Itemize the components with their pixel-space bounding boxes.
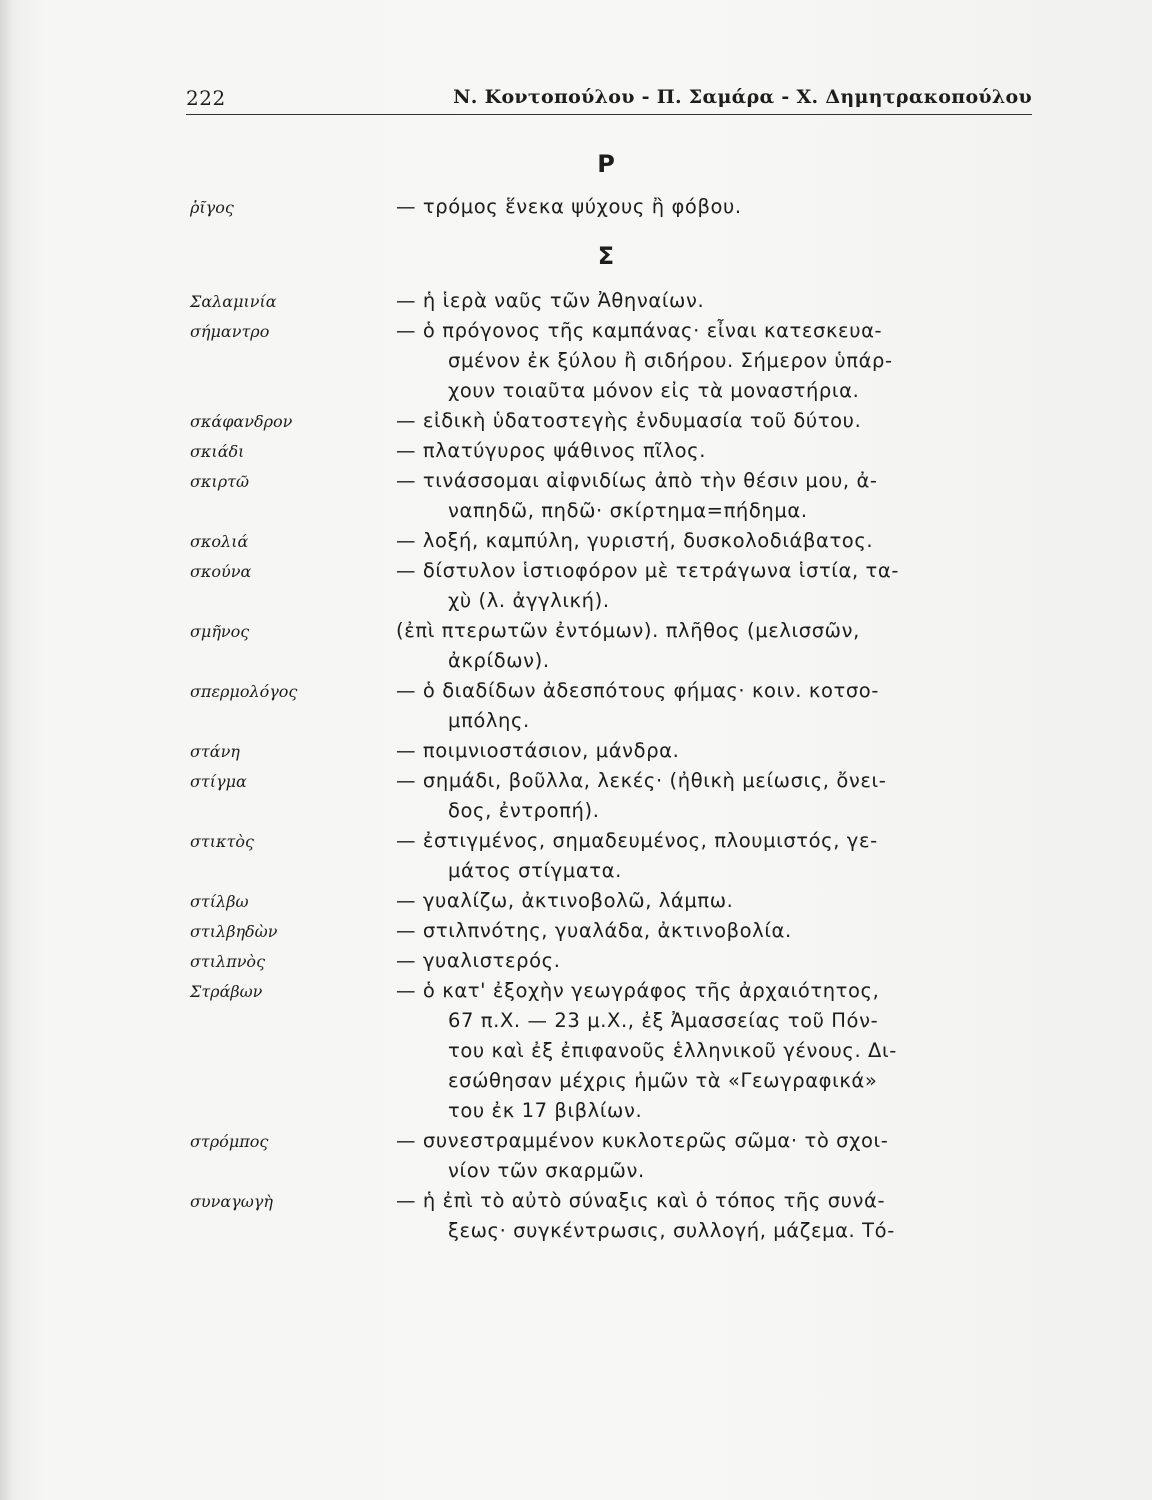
binding-shadow xyxy=(0,0,14,1500)
definition-line: — ὁ κατ' ἐξοχὴν γεωγράφος τῆς ἀρχαιότητος, xyxy=(396,979,880,1002)
dictionary-entry xyxy=(186,286,1046,316)
definition-line: — λοξή, καμπύλη, γυριστή, δυσκολοδιάβατος. xyxy=(396,529,874,552)
entries-sigma xyxy=(186,286,1046,1246)
dictionary-entry xyxy=(186,436,1046,466)
entry-definition xyxy=(396,886,1046,916)
definition-line: σμένον ἐκ ξύλου ἢ σιδήρου. Σήμερον ὑπάρ- xyxy=(448,349,893,372)
dictionary-entry xyxy=(186,466,1046,526)
definition-line: — ἐστιγμένος, σημαδευμένος, πλουμιστός, γε- xyxy=(396,829,878,852)
dictionary-entry xyxy=(186,526,1046,556)
definition-line: 67 π.Χ. — 23 μ.Χ., ἐξ Ἀμασσείας τοῦ Πόν- xyxy=(448,1009,879,1032)
dictionary-entry xyxy=(186,976,1046,1126)
entry-term: στιλπνὸς xyxy=(190,952,266,971)
entry-definition xyxy=(396,976,1046,1126)
section-letter-sigma: Σ xyxy=(597,242,615,270)
dictionary-entry xyxy=(186,192,1046,222)
entry-term: ῥῖγος xyxy=(190,198,234,217)
entry-term: στικτὸς xyxy=(190,832,254,851)
dictionary-entry xyxy=(186,736,1046,766)
definition-line: ξεως· συγκέντρωσις, συλλογή, μάζεμα. Τό- xyxy=(448,1219,895,1242)
definition-line: νίον τῶν σκαρμῶν. xyxy=(448,1159,645,1182)
definition-line: εσώθησαν μέχρις ἡμῶν τὰ «Γεωγραφικά» xyxy=(448,1069,878,1092)
entry-term: σκάφανδρον xyxy=(190,412,293,431)
definition-line: — ὁ πρόγονος τῆς καμπάνας· εἶναι κατεσκευα- xyxy=(396,319,883,342)
entry-term: σήμαντρο xyxy=(190,322,270,341)
entry-definition xyxy=(396,616,1046,676)
definition-line: — τινάσσομαι αἰφνιδίως ἀπὸ τὴν θέσιν μου, ἀ- xyxy=(396,469,878,492)
entry-term: σμῆνος xyxy=(190,622,250,641)
definition-line: — ἡ ἱερὰ ναῦς τῶν Ἀθηναίων. xyxy=(396,289,705,312)
definition-line: — δίστυλον ἱστιοφόρον μὲ τετράγωνα ἱστία, τα- xyxy=(396,559,899,582)
definition-line: του καὶ ἐξ ἐπιφανοῦς ἑλληνικοῦ γένους. Δι- xyxy=(448,1039,897,1062)
dictionary-entry xyxy=(186,946,1046,976)
definition-line: — γυαλιστερός. xyxy=(396,949,561,972)
entry-definition xyxy=(396,316,1046,406)
definition-line: — ὁ διαδίδων ἀδεσπότους φήμας· κοιν. κοτσο- xyxy=(396,679,879,702)
entry-term: Σαλαμινία xyxy=(190,292,277,311)
definition-line: — εἰδικὴ ὑδατοστεγὴς ἐνδυμασία τοῦ δύτου. xyxy=(396,409,862,432)
section-letter-rho: Ρ xyxy=(597,150,615,178)
entry-definition xyxy=(396,826,1046,886)
entry-term: σκιρτῶ xyxy=(190,472,249,491)
entry-term: σκούνα xyxy=(190,562,252,581)
definition-line: χὺ (λ. ἀγγλική). xyxy=(448,589,610,612)
entry-term: στάνη xyxy=(190,742,240,761)
dictionary-entry xyxy=(186,616,1046,676)
entry-term: σκιάδι xyxy=(190,442,245,461)
definition-line: δος, ἐντροπή). xyxy=(448,799,600,822)
entry-term: στρόμπος xyxy=(190,1132,269,1151)
dictionary-entry xyxy=(186,916,1046,946)
definition-line: ναπηδῶ, πηδῶ· σκίρτημα=πήδημα. xyxy=(448,499,808,522)
definition-line: (ἐπὶ πτερωτῶν ἐντόμων). πλῆθος (μελισσῶν, xyxy=(396,619,860,642)
definition-line: — γυαλίζω, ἀκτινοβολῶ, λάμπω. xyxy=(396,889,734,912)
entries-rho xyxy=(186,192,1046,222)
dictionary-entry xyxy=(186,316,1046,406)
dictionary-entry xyxy=(186,1186,1046,1246)
definition-line: του ἐκ 17 βιβλίων. xyxy=(448,1099,643,1122)
entry-definition xyxy=(396,766,1046,826)
definition-line: μάτος στίγματα. xyxy=(448,859,622,882)
entry-term: στίγμα xyxy=(190,772,247,791)
dictionary-entry xyxy=(186,556,1046,616)
entry-definition xyxy=(396,1126,1046,1186)
entry-definition xyxy=(396,1186,1046,1246)
entry-definition xyxy=(396,676,1046,736)
dictionary-entry xyxy=(186,826,1046,886)
entry-definition xyxy=(396,556,1046,616)
entry-term: Στράβων xyxy=(190,982,263,1001)
entry-definition xyxy=(396,466,1046,526)
entry-definition xyxy=(396,916,1046,946)
dictionary-entry xyxy=(186,676,1046,736)
definition-line: — ποιμνιοστάσιον, μάνδρα. xyxy=(396,739,680,762)
running-head-authors: Ν. Κοντοπούλου - Π. Σαμάρα - Χ. Δημητρακοπούλου xyxy=(453,86,1032,108)
definition-line: μπόλης. xyxy=(448,709,530,732)
dictionary-entry xyxy=(186,766,1046,826)
page-number: 222 xyxy=(186,86,226,110)
entry-term: σπερμολόγος xyxy=(190,682,298,701)
definition-line: — τρόμος ἕνεκα ψύχους ἢ φόβου. xyxy=(396,195,742,218)
entry-term: συναγωγὴ xyxy=(190,1192,273,1211)
entry-definition xyxy=(396,406,1046,436)
definition-line: — πλατύγυρος ψάθινος πῖλος. xyxy=(396,439,706,462)
definition-line: χουν τοιαῦτα μόνον εἰς τὰ μοναστήρια. xyxy=(448,379,860,402)
definition-line: ἀκρίδων). xyxy=(448,649,550,672)
entry-definition xyxy=(396,286,1046,316)
definition-line: — σημάδι, βοῦλλα, λεκές· (ἠθικὴ μείωσις, ὄνει- xyxy=(396,769,887,792)
dictionary-entry xyxy=(186,1126,1046,1186)
entry-term: στίλβω xyxy=(190,892,249,911)
definition-line: — στιλπνότης, γυαλάδα, ἀκτινοβολία. xyxy=(396,919,792,942)
entry-definition xyxy=(396,736,1046,766)
entry-term: σκολιά xyxy=(190,532,249,551)
dictionary-entry xyxy=(186,886,1046,916)
definition-line: — συνεστραμμένον κυκλοτερῶς σῶμα· τὸ σχοι- xyxy=(396,1129,889,1152)
entry-definition xyxy=(396,526,1046,556)
entry-definition xyxy=(396,946,1046,976)
entry-term: στιλβηδὼν xyxy=(190,922,278,941)
dictionary-entry xyxy=(186,406,1046,436)
entry-definition xyxy=(396,436,1046,466)
running-head xyxy=(186,84,1032,115)
entry-definition xyxy=(396,192,1046,222)
definition-line: — ἡ ἐπὶ τὸ αὐτὸ σύναξις καὶ ὁ τόπος τῆς συνά- xyxy=(396,1189,886,1212)
